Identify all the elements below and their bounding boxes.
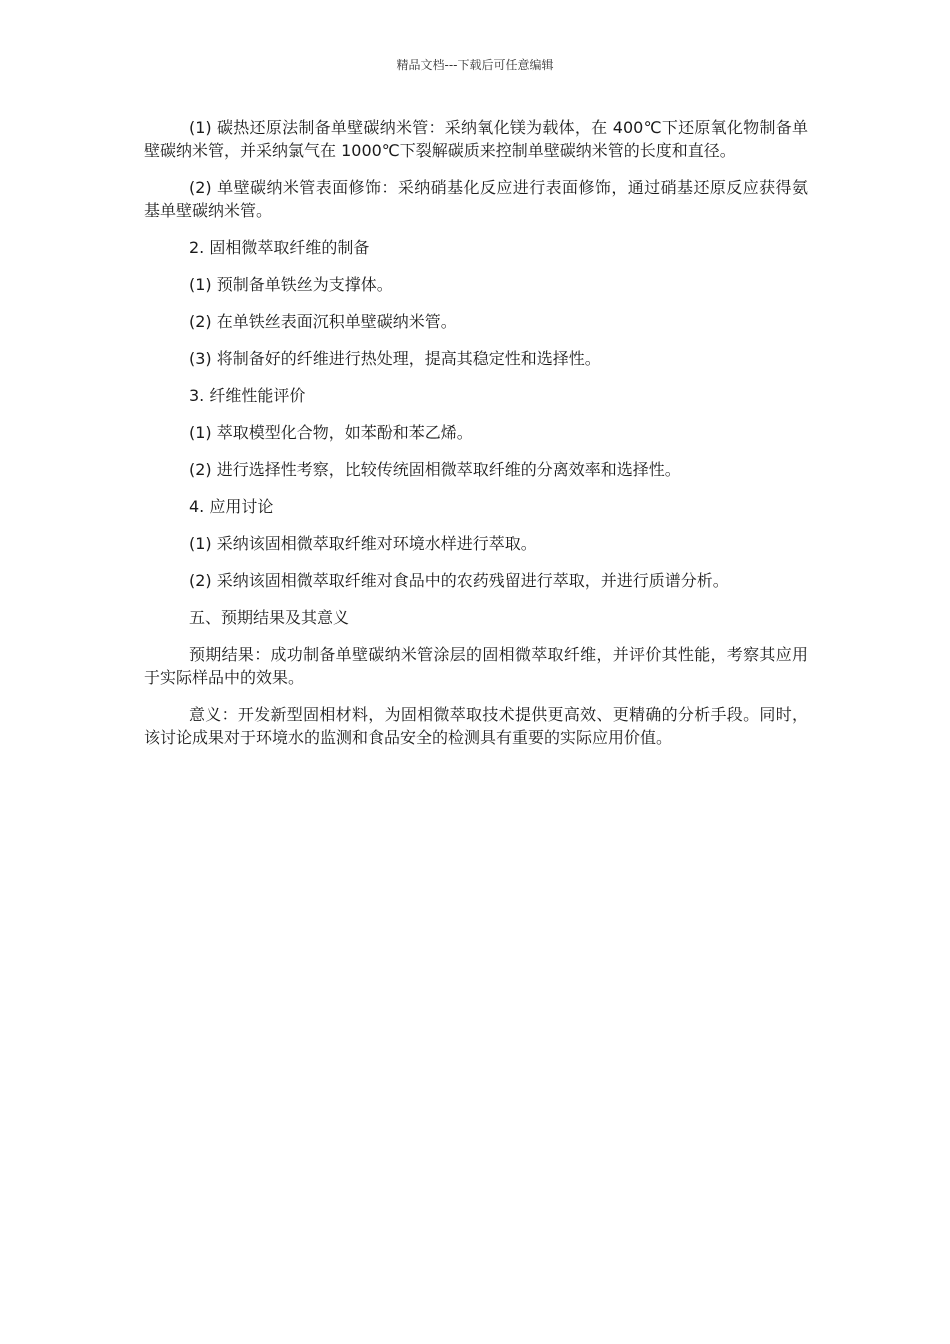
paragraph-significance: 意义：开发新型固相材料，为固相微萃取技术提供更高效、更精确的分析手段。同时，该讨论成果对于环境水的监测和食品安全的检测具有重要的实际应用价值。 — [144, 705, 808, 747]
list-item: (1) 预制备单铁丝为支撑体。 — [189, 275, 393, 294]
section-heading-fiber-evaluation: 3. 纤维性能评价 — [189, 386, 306, 405]
list-item: (2) 进行选择性考察，比较传统固相微萃取纤维的分离效率和选择性。 — [189, 460, 681, 479]
section-heading-expected-results: 五、预期结果及其意义 — [189, 608, 350, 627]
section-heading-fiber-preparation: 2. 固相微萃取纤维的制备 — [189, 238, 370, 257]
list-item: (1) 萃取模型化合物，如苯酚和苯乙烯。 — [189, 423, 473, 442]
list-item: (1) 采纳该固相微萃取纤维对环境水样进行萃取。 — [189, 534, 537, 553]
section-heading-application: 4. 应用讨论 — [189, 497, 274, 516]
list-item: (3) 将制备好的纤维进行热处理，提高其稳定性和选择性。 — [189, 349, 601, 368]
paragraph-expected-results: 预期结果：成功制备单壁碳纳米管涂层的固相微萃取纤维，并评价其性能，考察其应用于实际样品中的效果。 — [144, 645, 808, 687]
list-item: (2) 在单铁丝表面沉积单壁碳纳米管。 — [189, 312, 457, 331]
paragraph-carbothermal-method: (1) 碳热还原法制备单壁碳纳米管：采纳氧化镁为载体，在 400℃下还原氧化物制备单壁碳纳米管，并采纳氯气在 1000℃下裂解碳质来控制单壁碳纳米管的长度和直径。 — [144, 118, 808, 160]
page-header: 精品文档---下载后可任意编辑 — [396, 58, 554, 72]
paragraph-surface-modification: (2) 单壁碳纳米管表面修饰：采纳硝基化反应进行表面修饰，通过硝基还原反应获得氨基单壁碳纳米管。 — [144, 178, 808, 220]
list-item: (2) 采纳该固相微萃取纤维对食品中的农药残留进行萃取，并进行质谱分析。 — [189, 571, 729, 590]
document-body — [144, 116, 808, 763]
